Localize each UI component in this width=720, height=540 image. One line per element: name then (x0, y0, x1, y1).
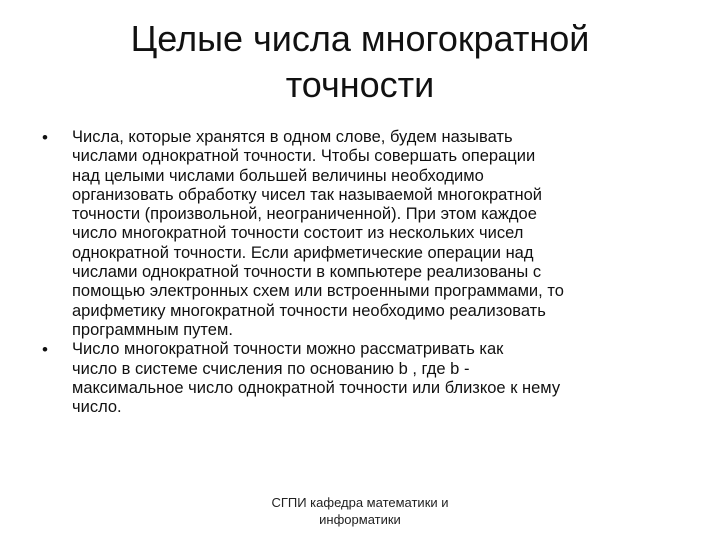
text-line: над целыми числами большей величины необходимо (72, 166, 484, 185)
footer-line-1: СГПИ кафедра математики и (271, 495, 449, 510)
bullet-marker: • (42, 340, 48, 360)
text-line: точности (произвольной, неограниченной). При этом каждое (72, 205, 537, 224)
text-line: Число многократной точности можно рассматривать как (72, 340, 504, 359)
footer-line-2: информатики (319, 512, 401, 527)
text-line: максимальное число однократной точности или близкое к нему (72, 378, 561, 397)
text-line: число в системе счисления по основанию b , где b - (72, 359, 470, 378)
text-line: числами однократной точности в компьютере реализованы с (72, 263, 542, 282)
bullet-list (42, 128, 682, 417)
bullet-item-2 (42, 340, 682, 417)
title-line-1: Целые числа многократной (130, 18, 590, 59)
title-line-2: точности (285, 64, 435, 105)
bullet-text-1 (72, 128, 682, 340)
bullet-item-1 (42, 128, 682, 340)
text-line: число многократной точности состоит из нескольких чисел (72, 224, 524, 243)
bullet-marker: • (42, 128, 48, 147)
slide-title (60, 16, 660, 108)
slide-footer (240, 494, 480, 528)
text-line: организовать обработку чисел так называемой многократной (72, 185, 543, 204)
text-line: Числа, которые хранятся в одном слове, будем называть (72, 128, 513, 146)
text-line: однократной точности. Если арифметические операции над (72, 243, 534, 262)
text-line: арифметику многократной точности необходимо реализовать (72, 301, 546, 320)
text-line: помощью электронных схем или встроенными программами, то (72, 282, 564, 301)
text-line: числами однократной точности. Чтобы совершать операции (72, 147, 536, 166)
text-line: программным путем. (72, 320, 233, 339)
text-line: число. (72, 398, 122, 417)
bullet-text-2 (72, 340, 682, 417)
